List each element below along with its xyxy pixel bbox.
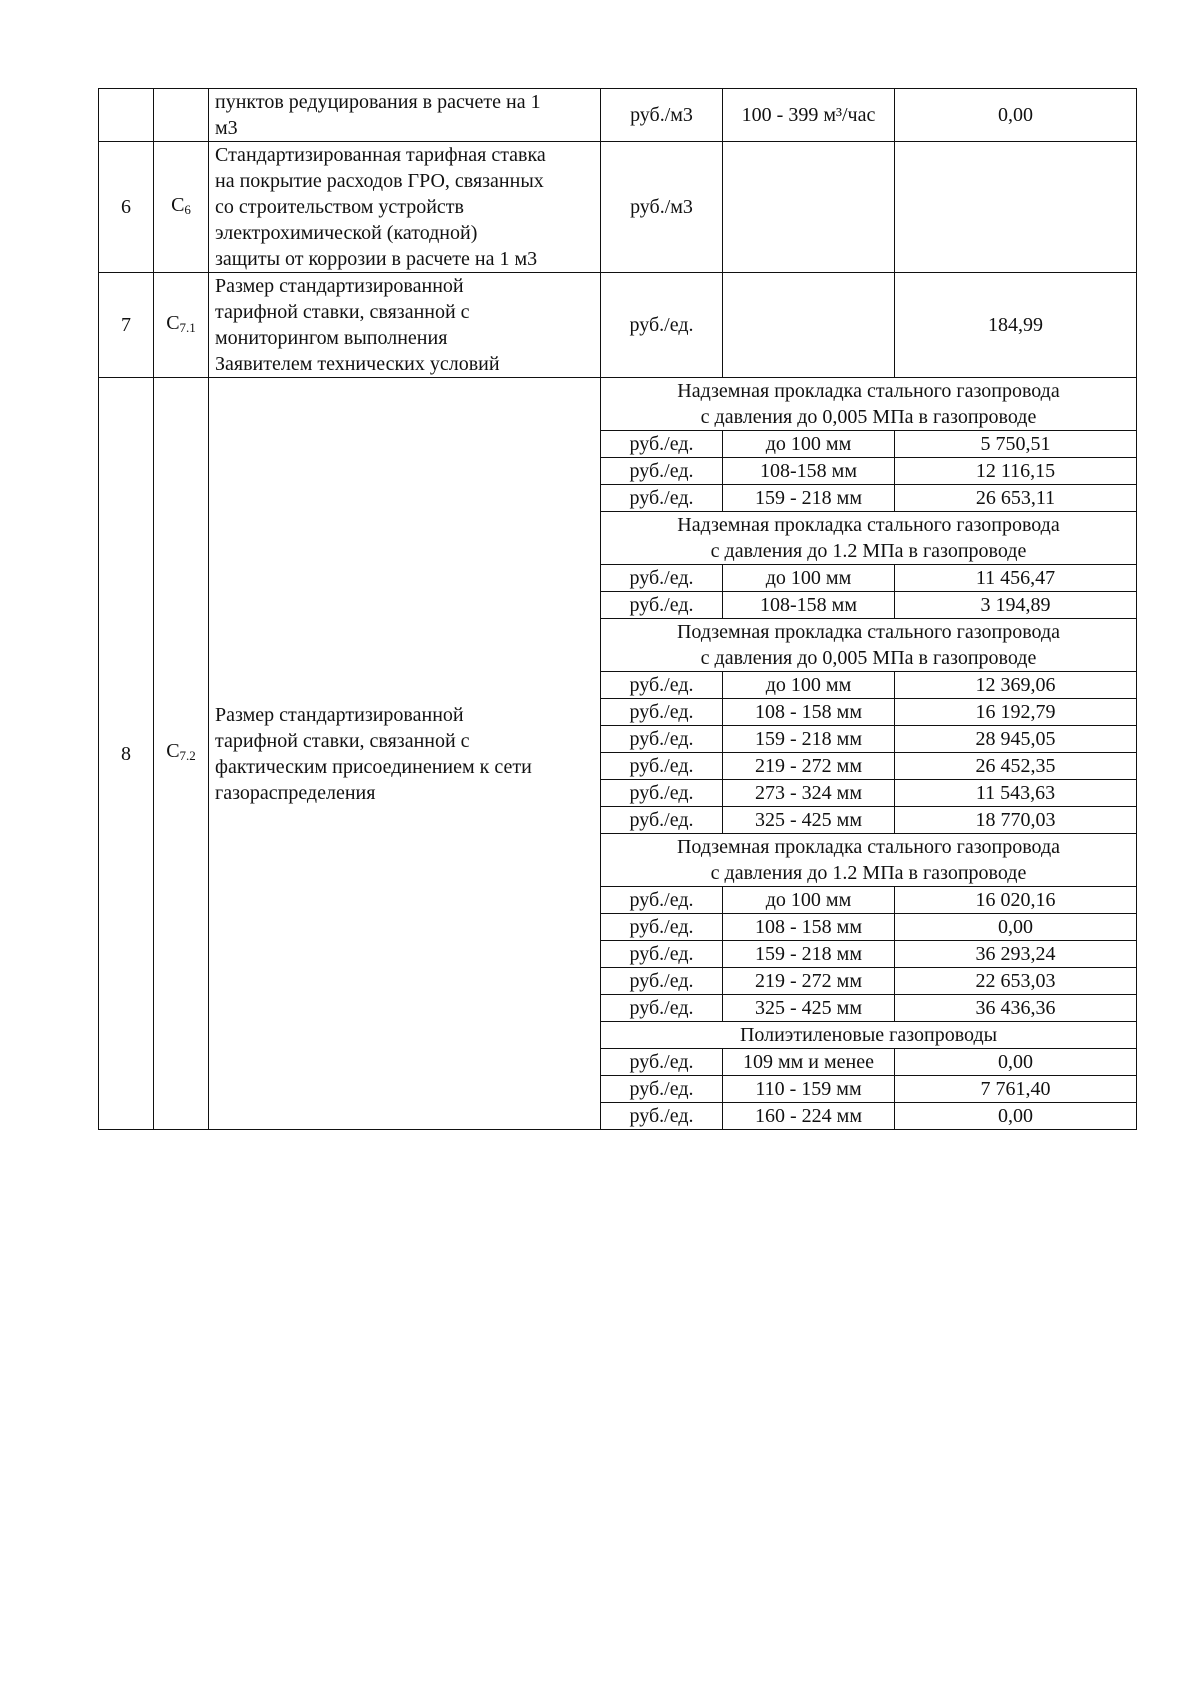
value-cell: 3 194,89 — [895, 592, 1137, 619]
description-line: м3 — [215, 117, 238, 139]
section-title-cell — [601, 619, 1137, 672]
tariff-code-cell — [154, 89, 209, 142]
tariff-code: C — [171, 193, 185, 216]
section-title-line: Подземная прокладка стального газопровода — [676, 621, 1061, 643]
description-line: тарифной ставки, связанной с — [215, 729, 470, 752]
range-cell: 159 - 218 мм — [723, 726, 895, 753]
description-line: Размер стандартизированной — [215, 275, 464, 297]
range-cell: 273 - 324 мм — [723, 780, 895, 807]
unit-cell: руб./ед. — [601, 699, 723, 726]
value-cell: 28 945,05 — [895, 726, 1137, 753]
tariff-code-subscript: 6 — [184, 201, 191, 217]
unit-cell: руб./м3 — [601, 142, 723, 273]
value-cell: 0,00 — [895, 914, 1137, 941]
tariff-table-body — [99, 89, 1137, 1130]
tariff-code-cell — [154, 378, 209, 1130]
section-title-line: с давления до 1.2 МПа в газопроводе — [710, 862, 1027, 884]
value-cell: 36 436,36 — [895, 995, 1137, 1022]
unit-cell: руб./ед. — [601, 726, 723, 753]
description-line: тарифной ставки, связанной с — [215, 301, 470, 323]
value-cell: 16 020,16 — [895, 887, 1137, 914]
description-cell — [209, 89, 601, 142]
value-cell: 0,00 — [895, 89, 1137, 142]
value-cell: 11 543,63 — [895, 780, 1137, 807]
section-title-line: с давления до 0,005 МПа в газопроводе — [700, 647, 1037, 669]
range-cell: 100 - 399 м³/час — [723, 89, 895, 142]
value-cell: 184,99 — [895, 273, 1137, 378]
range-cell: до 100 мм — [723, 431, 895, 458]
section-title-line: с давления до 0,005 МПа в газопроводе — [700, 406, 1037, 428]
value-cell: 18 770,03 — [895, 807, 1137, 834]
range-cell: 159 - 218 мм — [723, 485, 895, 512]
value-cell: 0,00 — [895, 1049, 1137, 1076]
unit-cell: руб./ед. — [601, 1103, 723, 1130]
description-line: Размер стандартизированной — [215, 703, 464, 726]
unit-cell: руб./ед. — [601, 995, 723, 1022]
unit-cell: руб./ед. — [601, 592, 723, 619]
unit-cell: руб./ед. — [601, 431, 723, 458]
tariff-code: C — [166, 311, 180, 334]
range-cell: 219 - 272 мм — [723, 753, 895, 780]
section-title-line: Подземная прокладка стального газопровода — [676, 836, 1061, 858]
section-title-cell — [601, 834, 1137, 887]
unit-cell: руб./ед. — [601, 1076, 723, 1103]
section-header-row — [99, 378, 1137, 431]
description-line: со строительством устройств — [215, 196, 464, 218]
value-cell: 36 293,24 — [895, 941, 1137, 968]
range-cell: 160 - 224 мм — [723, 1103, 895, 1130]
description-cell — [209, 378, 601, 1130]
range-cell: 108 - 158 мм — [723, 699, 895, 726]
range-cell — [723, 273, 895, 378]
table-row — [99, 89, 1137, 142]
value-cell: 22 653,03 — [895, 968, 1137, 995]
tariff-code-cell — [154, 273, 209, 378]
range-cell: до 100 мм — [723, 565, 895, 592]
section-title-cell — [601, 512, 1137, 565]
description-line: на покрытие расходов ГРО, связанных — [215, 170, 544, 192]
unit-cell: руб./ед. — [601, 485, 723, 512]
table-row — [99, 142, 1137, 273]
unit-cell: руб./ед. — [601, 458, 723, 485]
section-title-line: Полиэтиленовые газопроводы — [739, 1024, 998, 1046]
section-title-line: с давления до 1.2 МПа в газопроводе — [710, 540, 1027, 562]
unit-cell: руб./ед. — [601, 672, 723, 699]
value-cell: 12 116,15 — [895, 458, 1137, 485]
description-cell — [209, 142, 601, 273]
tariff-code-subscript: 7.2 — [179, 748, 196, 763]
unit-cell: руб./ед. — [601, 780, 723, 807]
value-cell: 16 192,79 — [895, 699, 1137, 726]
tariff-code-cell — [154, 142, 209, 273]
unit-cell: руб./м3 — [601, 89, 723, 142]
range-cell: 159 - 218 мм — [723, 941, 895, 968]
value-cell: 11 456,47 — [895, 565, 1137, 592]
table-row — [99, 273, 1137, 378]
unit-cell: руб./ед. — [601, 753, 723, 780]
unit-cell: руб./ед. — [601, 807, 723, 834]
range-cell — [723, 142, 895, 273]
value-cell — [895, 142, 1137, 273]
unit-cell: руб./ед. — [601, 273, 723, 378]
row-number-cell — [99, 89, 154, 142]
value-cell: 26 653,11 — [895, 485, 1137, 512]
description-line: Стандартизированная тарифная ставка — [215, 144, 546, 166]
tariff-code-subscript: 7.1 — [179, 319, 196, 335]
section-title-cell — [601, 378, 1137, 431]
range-cell: до 100 мм — [723, 672, 895, 699]
unit-cell: руб./ед. — [601, 941, 723, 968]
range-cell: 108-158 мм — [723, 458, 895, 485]
range-cell: 219 - 272 мм — [723, 968, 895, 995]
unit-cell: руб./ед. — [601, 565, 723, 592]
range-cell: 109 мм и менее — [723, 1049, 895, 1076]
unit-cell: руб./ед. — [601, 914, 723, 941]
description-line: защиты от коррозии в расчете на 1 м3 — [215, 248, 538, 270]
value-cell: 12 369,06 — [895, 672, 1137, 699]
range-cell: 108-158 мм — [723, 592, 895, 619]
range-cell: 325 - 425 мм — [723, 807, 895, 834]
section-title-cell — [601, 1022, 1137, 1049]
range-cell: 108 - 158 мм — [723, 914, 895, 941]
description-cell — [209, 273, 601, 378]
unit-cell: руб./ед. — [601, 1049, 723, 1076]
range-cell: до 100 мм — [723, 887, 895, 914]
description-line: фактическим присоединением к сети — [215, 755, 532, 778]
tariff-code: C — [166, 740, 180, 762]
row-number-cell: 6 — [99, 142, 154, 273]
row-number-cell: 7 — [99, 273, 154, 378]
tariff-table — [98, 88, 1137, 1130]
description-line: газораспределения — [215, 781, 376, 804]
value-cell: 26 452,35 — [895, 753, 1137, 780]
value-cell: 7 761,40 — [895, 1076, 1137, 1103]
description-line: мониторингом выполнения — [215, 327, 448, 349]
unit-cell: руб./ед. — [601, 887, 723, 914]
value-cell: 5 750,51 — [895, 431, 1137, 458]
unit-cell: руб./ед. — [601, 968, 723, 995]
section-title-line: Надземная прокладка стального газопровода — [677, 514, 1060, 536]
range-cell: 110 - 159 мм — [723, 1076, 895, 1103]
description-line: пунктов редуцирования в расчете на 1 — [215, 91, 541, 113]
value-cell: 0,00 — [895, 1103, 1137, 1130]
range-cell: 325 - 425 мм — [723, 995, 895, 1022]
description-line: Заявителем технических условий — [215, 353, 500, 375]
description-line: электрохимической (катодной) — [215, 222, 478, 244]
section-title-line: Надземная прокладка стального газопровода — [677, 380, 1060, 402]
row-number-cell: 8 — [99, 378, 154, 1130]
